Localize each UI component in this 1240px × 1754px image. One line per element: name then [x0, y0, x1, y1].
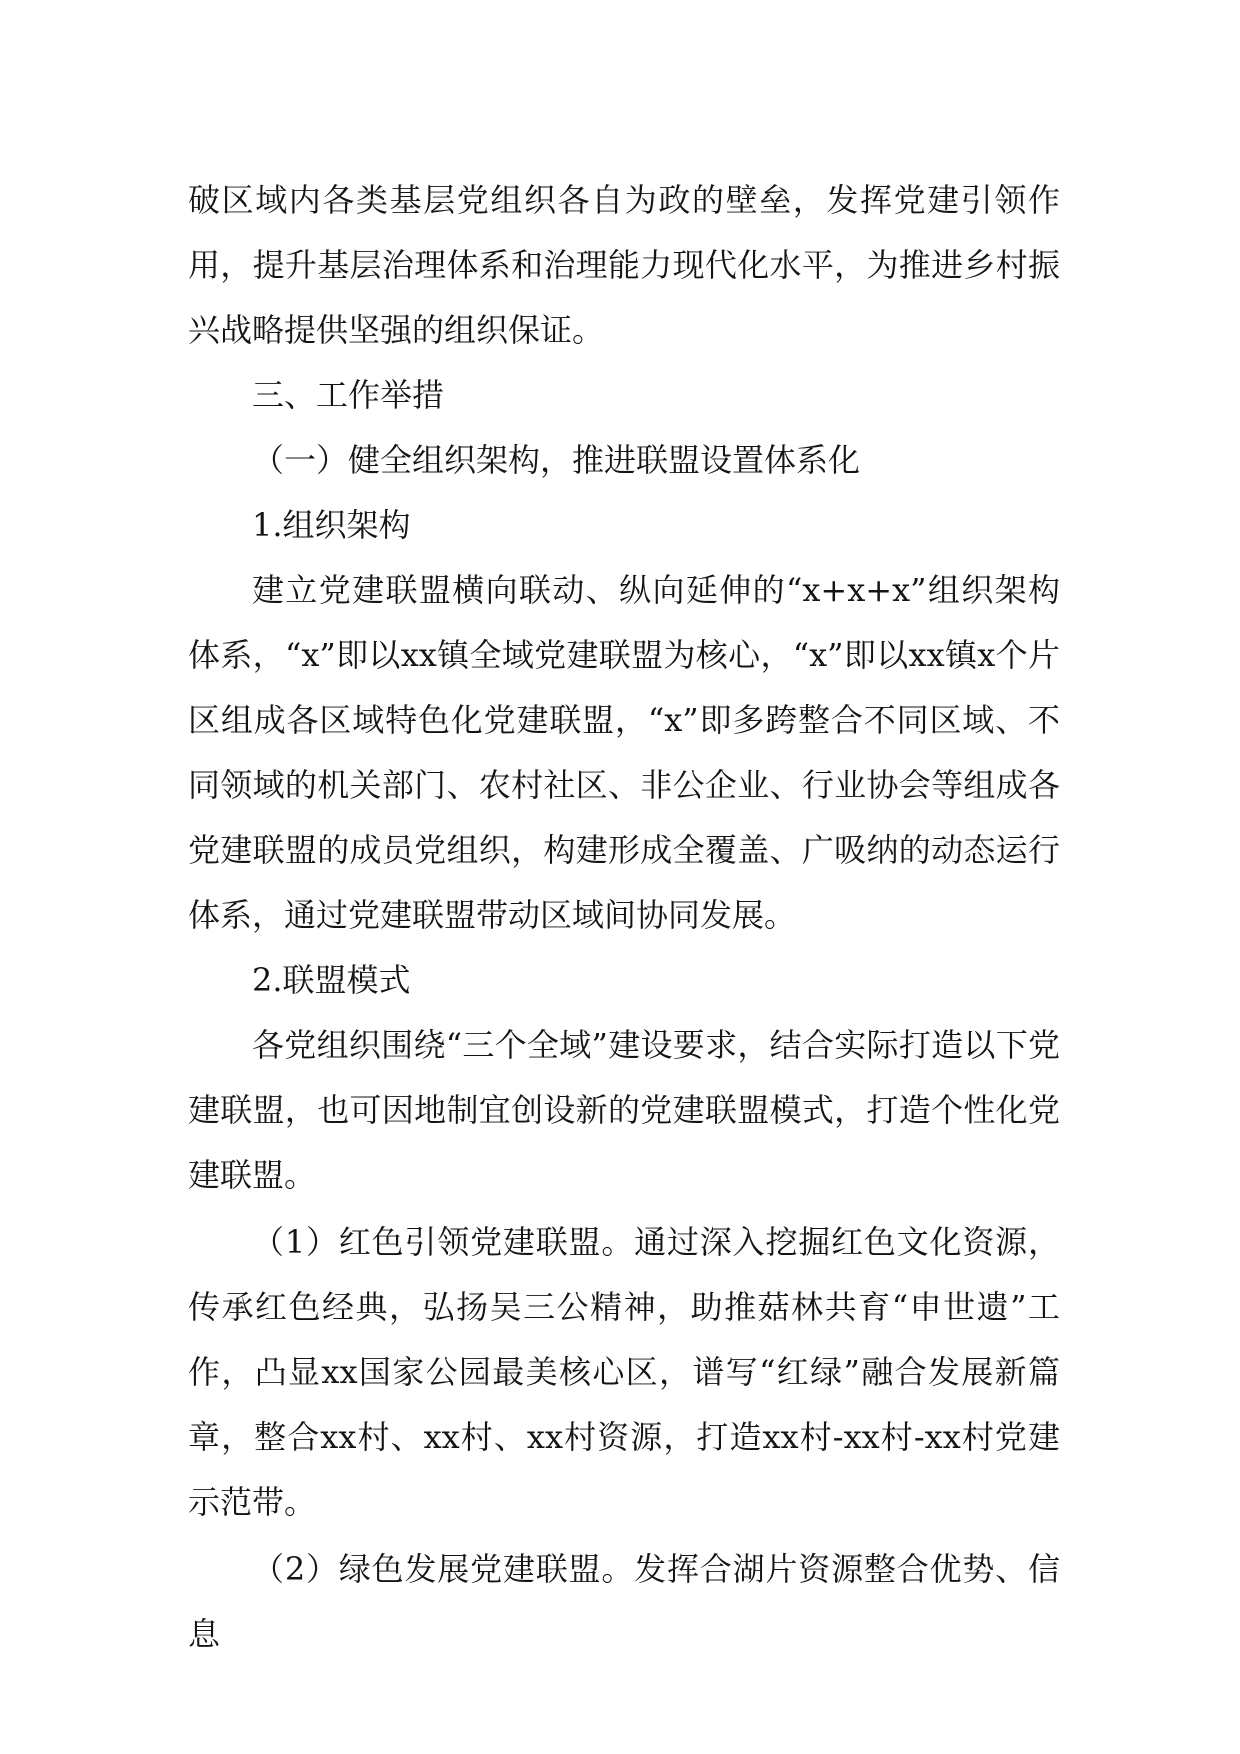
- paragraph-red-alliance: （1）红色引领党建联盟。通过深入挖掘红色文化资源，传承红色经典，弘扬吴三公精神，助推菇林共育“申世遗”工作，凸显xx国家公园最美核心区，谱写“红绿”融合发展新篇章，整合xx村、xx村、xx村资源，打造xx村-xx村-xx村党建示范带。: [188, 1223, 1060, 1521]
- item-heading-alliance-model: 2.联盟模式: [252, 961, 411, 999]
- paragraph-continuation: 破区域内各类基层党组织各自为政的壁垒，发挥党建引领作用，提升基层治理体系和治理能力现代化水平，为推进乡村振兴战略提供坚强的组织保证。: [188, 181, 1060, 349]
- section-heading: 三、工作举措: [252, 376, 445, 414]
- document-body: [188, 168, 1060, 1667]
- paragraph-organization: 建立党建联盟横向联动、纵向延伸的“x+x+x”组织架构体系，“x”即以xx镇全域党建联盟为核心，“x”即以xx镇x个片区组成各区域特色化党建联盟，“x”即多跨整合不同区域、不同领域的机关部门、农村社区、非公企业、行业协会等组成各党建联盟的成员党组织，构建形成全覆盖、广吸纳的动态运行体系，通过党建联盟带动区域间协同发展。: [188, 571, 1060, 934]
- subsection-heading: （一）健全组织架构，推进联盟设置体系化: [252, 441, 861, 479]
- paragraph-green-alliance: （2）绿色发展党建联盟。发挥合湖片资源整合优势、信息: [188, 1550, 1060, 1653]
- item-heading-organization: 1.组织架构: [252, 506, 411, 544]
- paragraph-alliance-model: 各党组织围绕“三个全域”建设要求，结合实际打造以下党建联盟，也可因地制宜创设新的党建联盟模式，打造个性化党建联盟。: [188, 1026, 1060, 1194]
